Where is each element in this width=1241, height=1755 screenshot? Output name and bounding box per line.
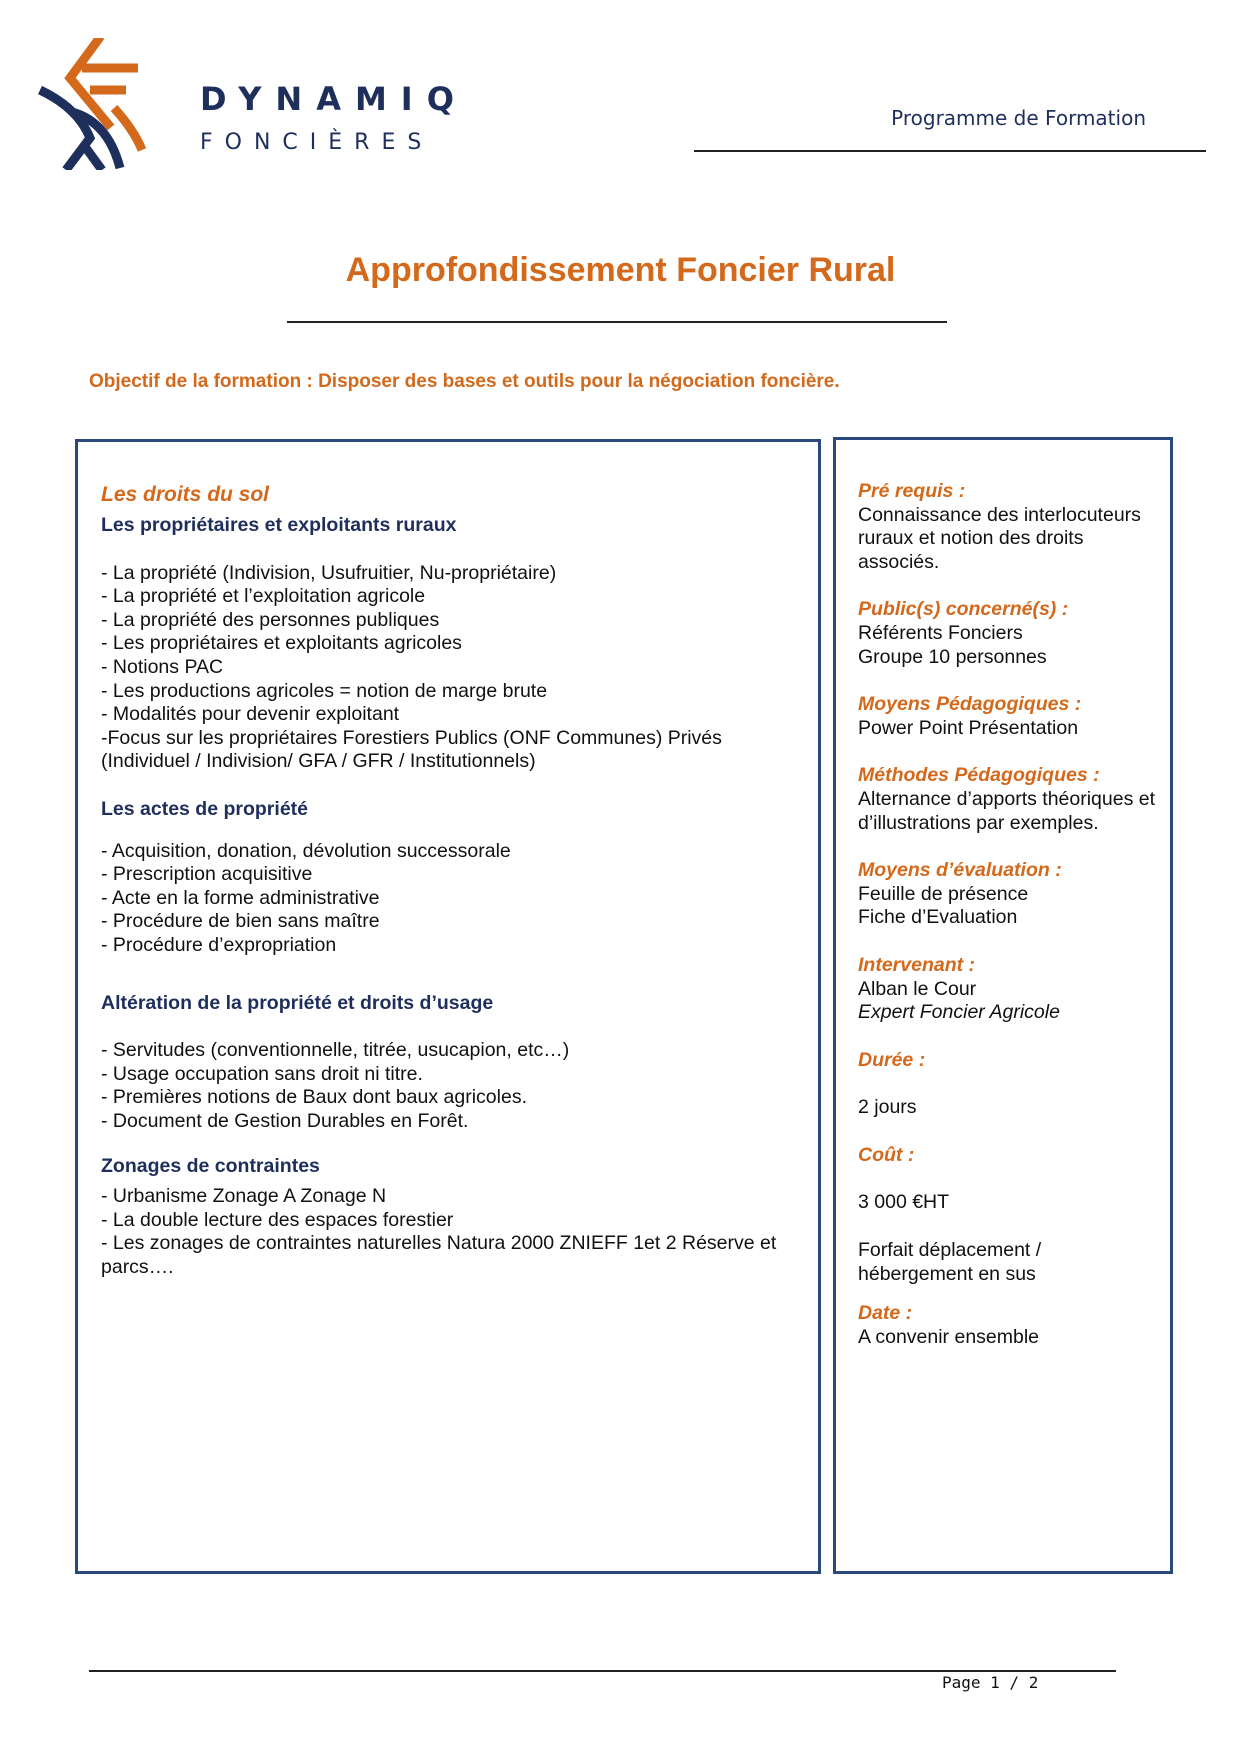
list-item: - Les productions agricoles = notion de marge brute <box>101 679 548 702</box>
title-divider <box>287 321 947 323</box>
list-item: - Procédure de bien sans maître <box>101 910 380 933</box>
list-item: - Servitudes (conventionnelle, titrée, usucapion, etc…) <box>101 1039 570 1062</box>
list-item: - Usage occupation sans droit ni titre. <box>101 1062 423 1085</box>
section-heading: Zonages de contraintes <box>101 1155 320 1178</box>
moyens-label: Moyens Pédagogiques : <box>858 693 1082 716</box>
list-item: - Acte en la forme administrative <box>101 886 380 909</box>
date-label: Date : <box>858 1302 913 1325</box>
date-value: A convenir ensemble <box>858 1325 1040 1348</box>
prerequis-text: Connaissance des interlocuteurs ruraux et notion des droits associés. <box>858 503 1141 573</box>
section-list <box>101 840 801 958</box>
brand-name: DYNAMIQ <box>200 80 468 118</box>
page-title: Approfondissement Foncier Rural <box>345 251 896 289</box>
duree-label: Durée : <box>858 1048 926 1071</box>
list-item: - Premières notions de Baux dont baux agricoles. <box>101 1086 527 1109</box>
intervenant-label: Intervenant : <box>858 953 976 976</box>
dynamiq-logo-icon <box>38 38 146 170</box>
section-heading: Les actes de propriété <box>101 797 308 820</box>
section-list <box>101 1039 801 1133</box>
intervenant-name: Alban le Cour <box>858 977 977 1000</box>
public-line: Référents Fonciers <box>858 621 1023 644</box>
section-heading: Altération de la propriété et droits d’usage <box>101 991 494 1014</box>
list-item: - Notions PAC <box>101 655 224 678</box>
page-number: Page 1 / 2 <box>942 1673 1039 1692</box>
list-item: - Acquisition, donation, dévolution successorale <box>101 839 511 862</box>
methodes-label: Méthodes Pédagogiques : <box>858 764 1100 787</box>
prerequis-label: Pré requis : <box>858 480 966 502</box>
cout-label: Coût : <box>858 1143 915 1166</box>
list-item: - Urbanisme Zonage A Zonage N <box>101 1185 387 1208</box>
list-item: - La propriété et l’exploitation agricole <box>101 585 426 608</box>
evaluation-line: Fiche d’Evaluation <box>858 906 1018 929</box>
program-content <box>101 482 801 1279</box>
section-list <box>101 1185 801 1279</box>
evaluation-line: Feuille de présence <box>858 882 1029 905</box>
public-line: Groupe 10 personnes <box>858 645 1047 668</box>
header-label: Programme de Formation <box>891 106 1146 130</box>
intervenant-role: Expert Foncier Agricole <box>858 1001 1060 1024</box>
list-item: - La double lecture des espaces forestier <box>101 1208 454 1231</box>
duree-value: 2 jours <box>858 1096 917 1119</box>
info-sidebar <box>858 480 1158 1349</box>
objective-text: Objectif de la formation : Disposer des bases et outils pour la négociation foncière. <box>89 371 840 392</box>
brand-subname: FONCIÈRES <box>200 130 434 155</box>
list-item: - Modalités pour devenir exploitant <box>101 703 400 726</box>
list-item: - La propriété des personnes publiques <box>101 608 440 631</box>
list-item: - Procédure d’expropriation <box>101 933 337 956</box>
list-item: - Document de Gestion Durables en Forêt. <box>101 1109 469 1132</box>
evaluation-label: Moyens d’évaluation : <box>858 859 1062 882</box>
footer-divider <box>89 1670 1116 1672</box>
list-item: - La propriété (Indivision, Usufruitier, Nu-propriétaire) <box>101 561 557 584</box>
cout-note: Forfait déplacement / hébergement en sus <box>858 1239 1042 1285</box>
methodes-text: Alternance d’apports théoriques et d’illustrations par exemples. <box>858 787 1156 834</box>
main-heading: Les droits du sol <box>101 483 270 506</box>
cout-value: 3 000 €HT <box>858 1191 950 1214</box>
section-list <box>101 562 801 774</box>
list-item: - Prescription acquisitive <box>101 863 313 886</box>
header-divider <box>694 150 1206 152</box>
moyens-text: Power Point Présentation <box>858 716 1079 739</box>
list-item: - Les propriétaires et exploitants agricoles <box>101 632 462 655</box>
list-item: -Focus sur les propriétaires Forestiers Publics (ONF Communes) Privés (Individuel / Indivision/ GFA / GFR / Institutionnels) <box>101 726 722 773</box>
list-item: - Les zonages de contraintes naturelles Natura 2000 ZNIEFF 1et 2 Réserve et parcs…. <box>101 1232 777 1278</box>
section-heading: Les propriétaires et exploitants ruraux <box>101 514 457 536</box>
public-label: Public(s) concerné(s) : <box>858 598 1069 621</box>
